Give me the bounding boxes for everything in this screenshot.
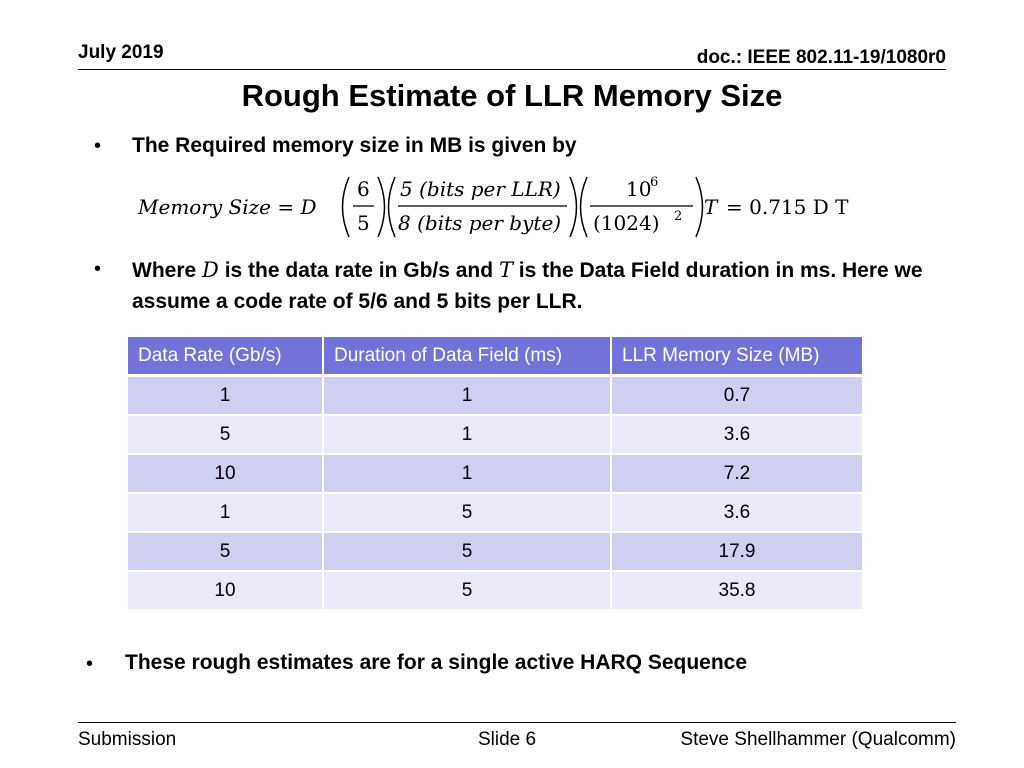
cell-duration: 1 <box>323 376 611 416</box>
column-header-duration: Duration of Data Field (ms) <box>323 337 611 376</box>
memory-size-formula <box>138 168 878 246</box>
header-divider <box>78 69 946 70</box>
cell-memory-size: 0.7 <box>611 376 863 416</box>
header-doc-id: doc.: IEEE 802.11-19/1080r0 <box>696 47 946 68</box>
variable-t: T <box>498 258 513 282</box>
footer-submission: Submission <box>78 729 177 750</box>
bullet-text: is the data rate in Gb/s and <box>218 259 499 282</box>
formula-rhs-t: T <box>704 195 718 219</box>
cell-data-rate: 1 <box>128 493 323 532</box>
cell-memory-size: 7.2 <box>611 454 863 493</box>
cell-memory-size: 35.8 <box>611 571 863 610</box>
cell-data-rate: 10 <box>128 454 323 493</box>
bullet-marker: • <box>86 653 94 675</box>
llr-memory-table <box>128 337 864 611</box>
cell-duration: 5 <box>323 532 611 571</box>
formula-rhs-result: = 0.715 D T <box>726 195 849 219</box>
formula-frac3-numerator-exponent: 6 <box>650 175 659 190</box>
header-date: July 2019 <box>78 42 164 63</box>
formula-frac1-numerator: 6 <box>357 177 370 201</box>
slide-title: Rough Estimate of LLR Memory Size <box>241 78 783 113</box>
bullet-marker: • <box>94 258 102 280</box>
footer-author: Steve Shellhammer (Qualcomm) <box>680 729 956 750</box>
table-row <box>128 571 863 610</box>
cell-data-rate: 10 <box>128 571 323 610</box>
column-header-data-rate: Data Rate (Gb/s) <box>128 337 323 376</box>
column-header-memory-size: LLR Memory Size (MB) <box>611 337 863 376</box>
formula-frac2-denominator: 8 (bits per byte) <box>398 211 562 235</box>
cell-data-rate: 5 <box>128 415 323 454</box>
table-row <box>128 415 863 454</box>
paren-right-2 <box>570 177 577 237</box>
footer-slide-number: Slide 6 <box>478 729 537 750</box>
formula-svg <box>138 168 878 246</box>
cell-duration: 1 <box>323 415 611 454</box>
paren-right-3 <box>696 177 703 237</box>
bullet-harq-note: These rough estimates are for a single active HARQ Sequence <box>125 651 748 674</box>
variable-d: D <box>202 258 219 282</box>
formula-frac3-denominator-exponent: 2 <box>674 209 683 224</box>
cell-data-rate: 1 <box>128 376 323 416</box>
bullet-where-definitions <box>132 255 962 317</box>
paren-left-2 <box>389 177 396 237</box>
cell-memory-size: 3.6 <box>611 493 863 532</box>
formula-frac1-denominator: 5 <box>357 211 370 235</box>
table-row <box>128 532 863 571</box>
paren-left-3 <box>581 177 588 237</box>
bullet-text: is the Data Field duration in ms. Here we assume a code rate of 5/6 and 5 bits per LLR. <box>132 259 923 313</box>
bullet-marker: • <box>94 135 102 157</box>
formula-frac3-numerator: 10 <box>626 177 652 201</box>
cell-duration: 1 <box>323 454 611 493</box>
bullet-text: Where <box>132 259 203 282</box>
table-row <box>128 454 863 493</box>
table-row <box>128 376 863 416</box>
cell-duration: 5 <box>323 571 611 610</box>
paren-right-1 <box>378 177 385 237</box>
table-row <box>128 493 863 532</box>
cell-data-rate: 5 <box>128 532 323 571</box>
footer-divider <box>78 722 956 723</box>
bullet-memory-size-intro: The Required memory size in MB is given by <box>132 134 577 157</box>
cell-memory-size: 17.9 <box>611 532 863 571</box>
cell-duration: 5 <box>323 493 611 532</box>
table-header-row <box>128 337 863 376</box>
paren-left-1 <box>343 177 350 237</box>
formula-frac2-numerator: 5 (bits per LLR) <box>400 177 561 201</box>
cell-memory-size: 3.6 <box>611 415 863 454</box>
formula-lhs: Memory Size = D <box>138 195 317 219</box>
formula-frac3-denominator: (1024) <box>593 211 660 235</box>
